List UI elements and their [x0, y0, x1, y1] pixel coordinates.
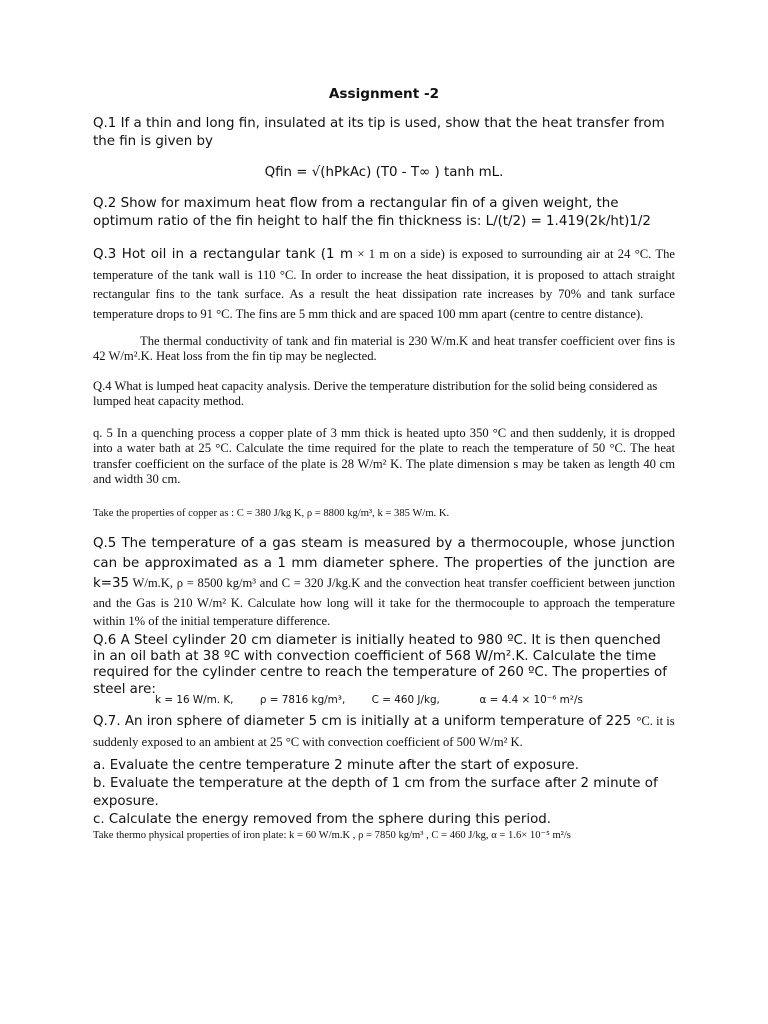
- question-3-paragraph-2: The thermal conductivity of tank and fin material is 230 W/m.K and heat transfer coefficient over fins is 42 W/m².K. Heat loss from the fin tip may be neglected.: [93, 334, 675, 364]
- question-4: Q.4 What is lumped heat capacity analysis. Derive the temperature distribution for the solid being considered as lumped heat capacity method.: [93, 379, 658, 409]
- question-7: [93, 710, 675, 750]
- copper-properties: Take the properties of copper as : C = 380 J/kg K, ρ = 8800 kg/m³, k = 385 W/m. K.: [93, 508, 450, 519]
- question-3-body: × 1 m on a side) is exposed to surrounding air at 24 °C. The temperature of the tank wall is 110 °C. In order to increase the heat dissipation, it is proposed to attach straight rectangular fins to the tank surface. As a result the heat dissipation rate increases by 70% and tank surface temperature drops to 91 °C. The fins are 5 mm thick and are spaced 100 mm apart (centre to centre distance).: [93, 247, 675, 321]
- question-3-lead: Q.3 Hot oil in a rectangular tank (1 m: [93, 247, 354, 262]
- question-7-part-c: c. Calculate the energy removed from the sphere during this period.: [93, 812, 552, 827]
- question-6: Q.6 A Steel cylinder 20 cm diameter is initially heated to 980 ºC. It is then quenched in an oil bath at 38 ºC with convection coefficient of 568 W/m².K. Calculate the time required for the cylinder centre to reach the temperature of 260 ºC. The properties of steel are:: [93, 633, 667, 697]
- question-7-part-a: a. Evaluate the centre temperature 2 minute after the start of exposure.: [93, 758, 579, 773]
- question-5-lead: Q.5 The temperature of a gas steam is measured by a thermocouple, whose junction can be approximated as a 1 mm diameter sphere. The properties of the junction are k=35: [93, 536, 675, 591]
- question-1: Q.1 If a thin and long fin, insulated at its tip is used, show that the heat transfer from the fin is given by: [93, 116, 665, 149]
- question-5-body: W/m.K, ρ = 8500 kg/m³ and C = 320 J/kg.K and the convection heat transfer coefficient between junction and the Gas is 210 W/m² K. Calculate how long will it take for the thermocouple to approach the temperature within 1% of the initial temperature difference.: [93, 576, 675, 629]
- fin-heat-equation: Qfin = √(hPkAc) (T0 - T∞ ) tanh mL.: [264, 165, 504, 180]
- question-2: Q.2 Show for maximum heat flow from a rectangular fin of a given weight, the optimum ratio of the fin height to half the fin thickness is: L/(t/2) = 1.419(2k/ht)1/2: [93, 196, 651, 229]
- page-title: Assignment -2: [328, 86, 440, 102]
- question-7-part-b: b. Evaluate the temperature at the depth of 1 cm from the surface after 2 minute of exposure.: [93, 776, 658, 809]
- steel-properties: k = 16 W/m. K, ρ = 7816 kg/m³, C = 460 J/kg, α = 4.4 × 10⁻⁶ m²/s: [155, 694, 583, 706]
- question-5-thermocouple: [93, 533, 675, 630]
- question-5-quenching: q. 5 In a quenching process a copper plate of 3 mm thick is heated upto 350 °C and then suddenly, it is dropped into a water bath at 25 °C. Calculate the time required for the plate to reach the temperature of 50 °C. The heat transfer coefficient on the surface of the plate is 28 W/m² K. The plate dimension s may be taken as length 40 cm and width 30 cm.: [93, 426, 675, 487]
- iron-properties: Take thermo physical properties of iron plate: k = 60 W/m.K , ρ = 7850 kg/m³ , C = 460 J/kg, α = 1.6× 10⁻⁵ m²/s: [93, 830, 571, 841]
- question-3: [93, 243, 675, 322]
- question-7-body: °C. it is suddenly exposed to an ambient at 25 °C with convection coefficient of 500 W/m² K.: [93, 714, 675, 749]
- question-7-lead: Q.7. An iron sphere of diameter 5 cm is initially at a uniform temperature of 225: [93, 714, 632, 729]
